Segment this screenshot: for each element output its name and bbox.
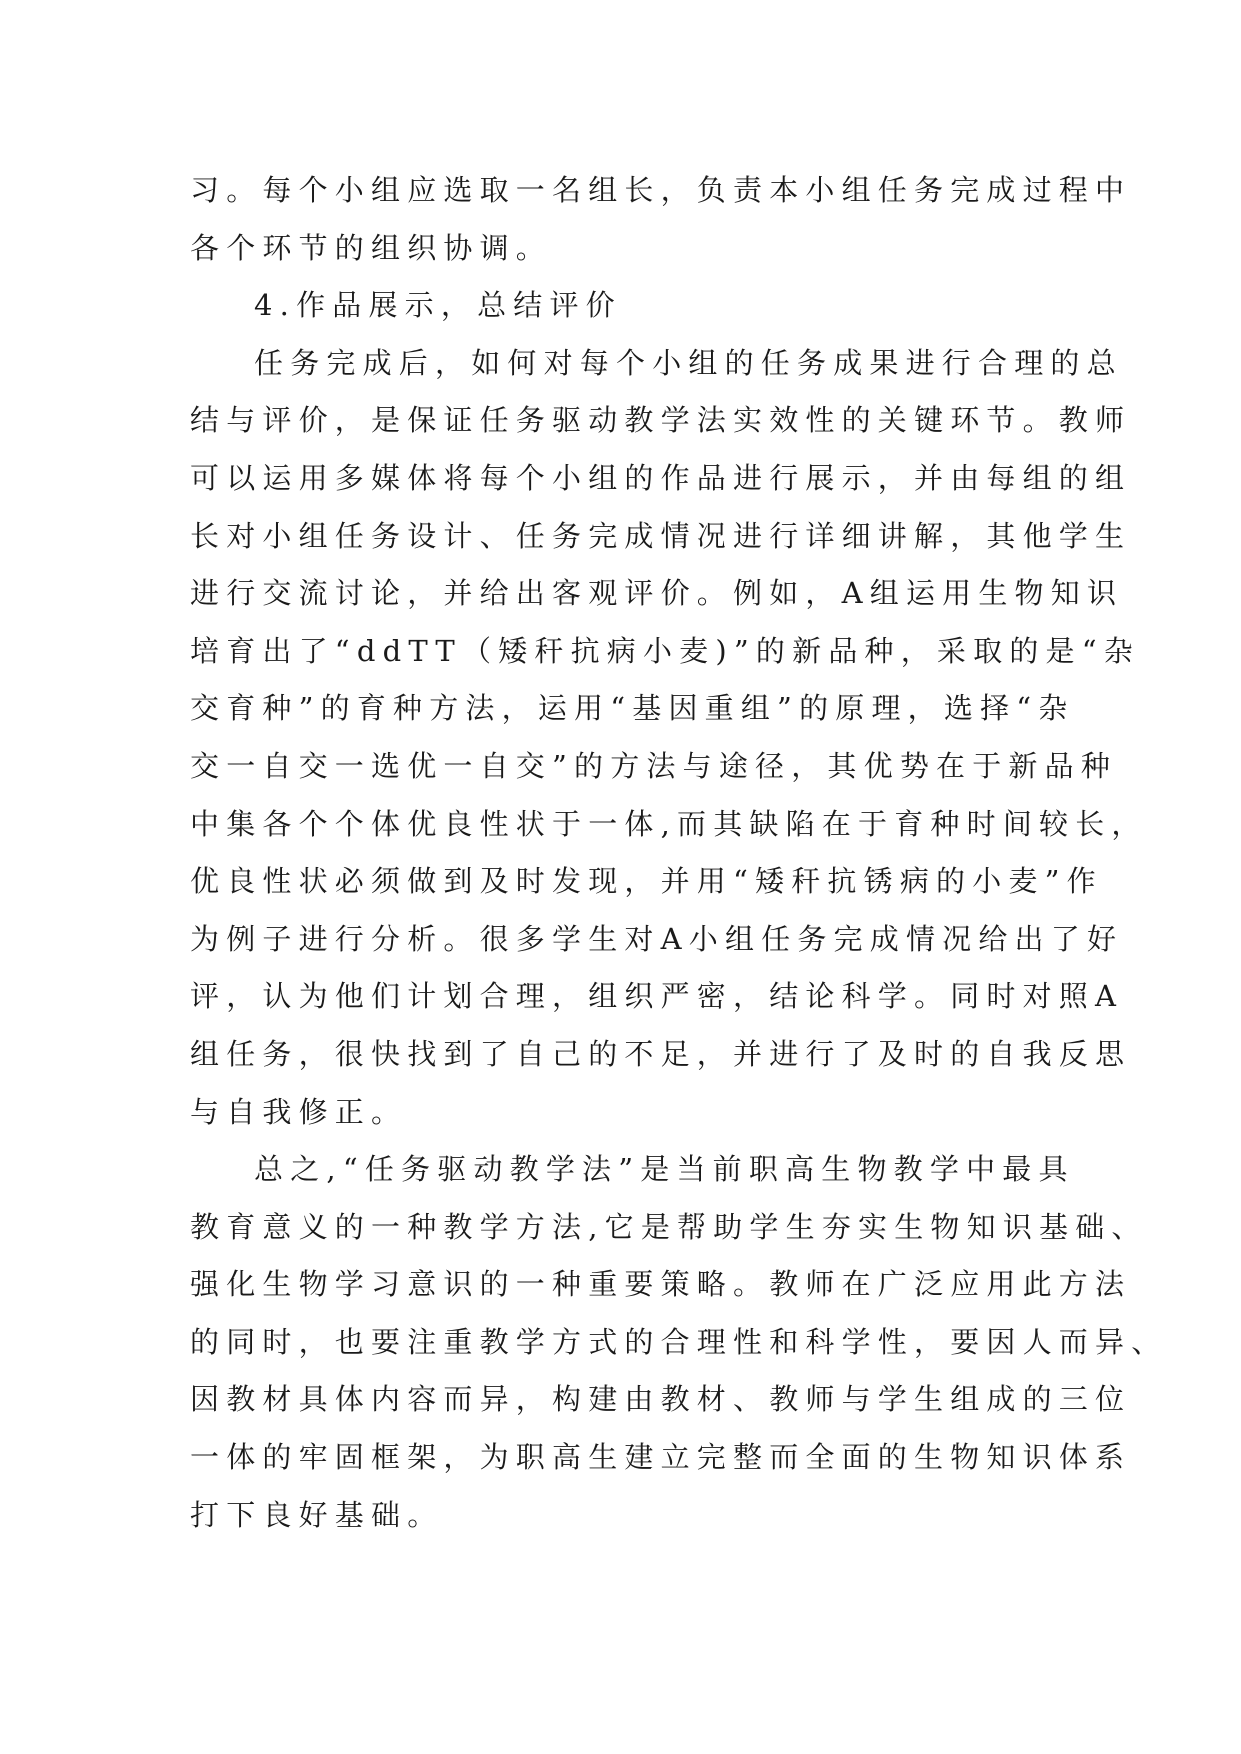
section-heading: 4.作品展示，总结评价	[254, 288, 622, 323]
text-line: 强化生物学习意识的一种重要策略。教师在广泛应用此方法	[190, 1267, 1132, 1302]
text-line: 交一自交一选优一自交”的方法与途径，其优势在于新品种	[190, 748, 1118, 783]
text-line: 培育出了“ddTT（矮秆抗病小麦)”的新品种，采取的是“杂	[190, 633, 1140, 668]
text-line: 评，认为他们计划合理，组织严密，结论科学。同时对照A	[190, 979, 1124, 1014]
text-line: 组任务，很快找到了自己的不足，并进行了及时的自我反思	[190, 1036, 1132, 1071]
text-line: 一体的牢固框架，为职高生建立完整而全面的生物知识体系	[190, 1440, 1132, 1475]
text-line: 交育种”的育种方法，运用“基因重组”的原理，选择“杂	[190, 691, 1075, 726]
body-text	[190, 162, 1168, 1544]
text-line: 教育意义的一种教学方法,它是帮助学生夯实生物知识基础、	[190, 1209, 1148, 1244]
text-line: 总之,“任务驱动教学法”是当前职高生物教学中最具	[254, 1152, 1075, 1187]
text-line: 优良性状必须做到及时发现，并用“矮秆抗锈病的小麦”作	[190, 864, 1103, 899]
text-line: 的同时，也要注重教学方式的合理性和科学性，要因人而异、	[190, 1324, 1168, 1359]
text-line: 各个环节的组织协调。	[190, 230, 553, 265]
text-line: 因教材具体内容而异，构建由教材、教师与学生组成的三位	[190, 1382, 1132, 1417]
text-line: 任务完成后，如何对每个小组的任务成果进行合理的总	[254, 345, 1123, 380]
text-line: 进行交流讨论，并给出客观评价。例如，A组运用生物知识	[190, 576, 1124, 611]
text-line: 为例子进行分析。很多学生对A小组任务完成情况给出了好	[190, 921, 1124, 956]
text-line: 习。每个小组应选取一名组长，负责本小组任务完成过程中	[190, 173, 1132, 207]
text-line: 打下良好基础。	[190, 1497, 444, 1532]
text-line: 长对小组任务设计、任务完成情况进行详细讲解，其他学生	[190, 518, 1132, 553]
text-line: 可以运用多媒体将每个小组的作品进行展示，并由每组的组	[190, 460, 1132, 495]
text-line: 结与评价，是保证任务驱动教学法实效性的关键环节。教师	[190, 403, 1132, 438]
text-line: 中集各个个体优良性状于一体,而其缺陷在于育种时间较长，	[190, 806, 1148, 841]
text-line: 与自我修正。	[190, 1094, 408, 1129]
